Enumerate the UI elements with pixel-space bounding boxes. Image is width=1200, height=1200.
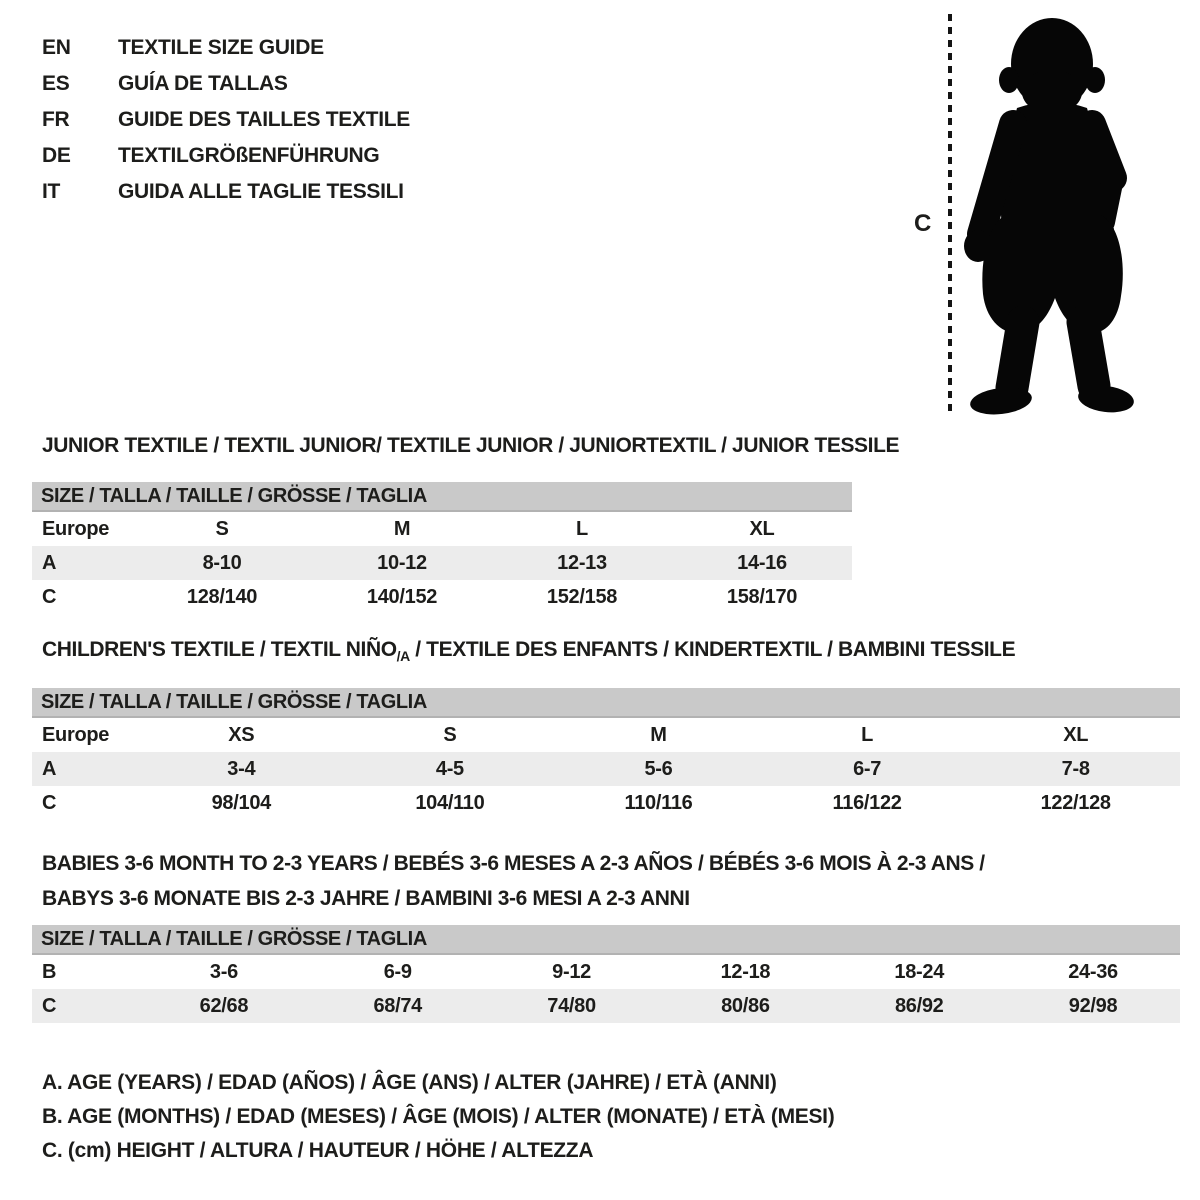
table-cell: 9-12 [552, 960, 591, 983]
babies-title-line1: BABIES 3-6 MONTH TO 2-3 YEARS / BEBÉS 3-6 MESES A 2-3 AÑOS / BÉBÉS 3-6 MOIS À 2-3 ANS / [42, 852, 985, 875]
row-label: A [42, 551, 57, 574]
table-cell: 10-12 [377, 551, 427, 574]
table-cell: 92/98 [1068, 994, 1118, 1017]
table-cell: L [576, 517, 588, 540]
table-row-age [32, 752, 1180, 786]
row-label: C [42, 791, 57, 814]
row-label: B [42, 960, 57, 983]
table-cell: M [393, 517, 411, 540]
table-cell: 12-18 [720, 960, 771, 983]
language-label: GUÍA DE TALLAS [118, 72, 288, 95]
table-cell: 110/116 [624, 791, 693, 814]
language-list [42, 30, 410, 210]
language-label: GUIDE DES TAILLES TEXTILE [118, 108, 410, 131]
table-cell: 74/80 [547, 994, 596, 1017]
table-cell: 5-6 [644, 757, 673, 780]
table-row-age [32, 546, 852, 580]
height-dashed-line [948, 14, 952, 416]
table-cell: 3-4 [227, 757, 256, 780]
babies-title-line2: BABYS 3-6 MONATE BIS 2-3 JAHRE / BAMBINI 3-6 MESI A 2-3 ANNI [42, 887, 690, 910]
size-header-bar: SIZE / TALLA / TAILLE / GRÖSSE / TAGLIA [32, 482, 852, 512]
row-label: Europe [42, 517, 110, 540]
size-header-bar: SIZE / TALLA / TAILLE / GRÖSSE / TAGLIA [32, 688, 1180, 718]
language-row-fr [42, 102, 410, 138]
table-cell: 152/158 [546, 585, 618, 608]
table-cell: 104/110 [415, 791, 485, 814]
children-size-table [32, 688, 1180, 820]
table-row-height [32, 580, 852, 614]
toddler-silhouette-icon [955, 10, 1147, 422]
legend-line-a: A. AGE (YEARS) / EDAD (AÑOS) / ÂGE (ANS) / ALTER (JAHRE) / ETÀ (ANNI) [42, 1071, 777, 1094]
junior-section-title: JUNIOR TEXTILE / TEXTIL JUNIOR/ TEXTILE JUNIOR / JUNIORTEXTIL / JUNIOR TESSILE [42, 434, 900, 457]
table-cell: L [861, 723, 874, 746]
table-cell: 18-24 [894, 960, 945, 983]
language-row-es [42, 66, 410, 102]
table-cell: 86/92 [894, 994, 944, 1017]
table-cell: 122/128 [1040, 791, 1111, 814]
table-row-europe [32, 512, 852, 546]
size-header-bar: SIZE / TALLA / TAILLE / GRÖSSE / TAGLIA [32, 925, 1180, 955]
legend [42, 1066, 834, 1168]
table-cell: 14-16 [737, 551, 787, 574]
children-title-subscript: /A [396, 648, 410, 664]
babies-section-title [42, 846, 985, 916]
table-cell: 128/140 [186, 585, 258, 608]
table-cell: 6-9 [383, 960, 412, 983]
table-cell: 3-6 [209, 960, 238, 983]
table-cell: 140/152 [366, 585, 438, 608]
table-cell: XL [1063, 723, 1089, 746]
height-measure-label: C [914, 210, 932, 237]
language-label: TEXTILE SIZE GUIDE [118, 36, 324, 59]
table-cell: 62/68 [199, 994, 249, 1017]
row-label: A [42, 757, 57, 780]
table-cell: 116/122 [832, 791, 902, 814]
language-code: DE [42, 144, 71, 167]
table-cell: 98/104 [211, 791, 271, 814]
babies-size-table [32, 925, 1180, 1023]
children-title-part1: CHILDREN'S TEXTILE / TEXTIL NIÑO [42, 638, 397, 661]
table-row-age-months [32, 955, 1180, 989]
language-row-de [42, 138, 410, 174]
table-cell: 24-36 [1068, 960, 1118, 983]
row-label: C [42, 585, 57, 608]
language-row-en [42, 30, 410, 66]
table-row-height [32, 989, 1180, 1023]
language-code: EN [42, 36, 71, 59]
language-code: FR [42, 108, 70, 131]
legend-line-c: C. (cm) HEIGHT / ALTURA / HAUTEUR / HÖHE / ALTEZZA [42, 1139, 594, 1162]
table-cell: 6-7 [853, 757, 882, 780]
table-cell: 68/74 [373, 994, 423, 1017]
language-code: ES [42, 72, 70, 95]
table-cell: S [443, 723, 457, 746]
table-cell: 7-8 [1061, 757, 1090, 780]
junior-size-table [32, 482, 852, 614]
language-row-it [42, 174, 410, 210]
legend-line-b: B. AGE (MONTHS) / EDAD (MESES) / ÂGE (MOIS) / ALTER (MONATE) / ETÀ (MESI) [42, 1105, 835, 1128]
table-cell: 12-13 [557, 551, 607, 574]
language-label: GUIDA ALLE TAGLIE TESSILI [118, 180, 404, 203]
table-row-height [32, 786, 1180, 820]
table-cell: S [215, 517, 229, 540]
row-label: Europe [42, 723, 110, 746]
table-cell: 158/170 [726, 585, 798, 608]
row-label: C [42, 994, 57, 1017]
table-cell: M [650, 723, 667, 746]
table-cell: XS [228, 723, 255, 746]
table-row-europe [32, 718, 1180, 752]
table-cell: 4-5 [435, 757, 464, 780]
table-cell: 80/86 [721, 994, 770, 1017]
table-cell: 8-10 [202, 551, 242, 574]
children-title-part2: / TEXTILE DES ENFANTS / KINDERTEXTIL / BAMBINI TESSILE [409, 638, 1016, 661]
children-section-title [42, 638, 1015, 662]
table-cell: XL [749, 517, 775, 540]
language-code: IT [42, 180, 61, 203]
language-label: TEXTILGRÖßENFÜHRUNG [118, 144, 380, 167]
